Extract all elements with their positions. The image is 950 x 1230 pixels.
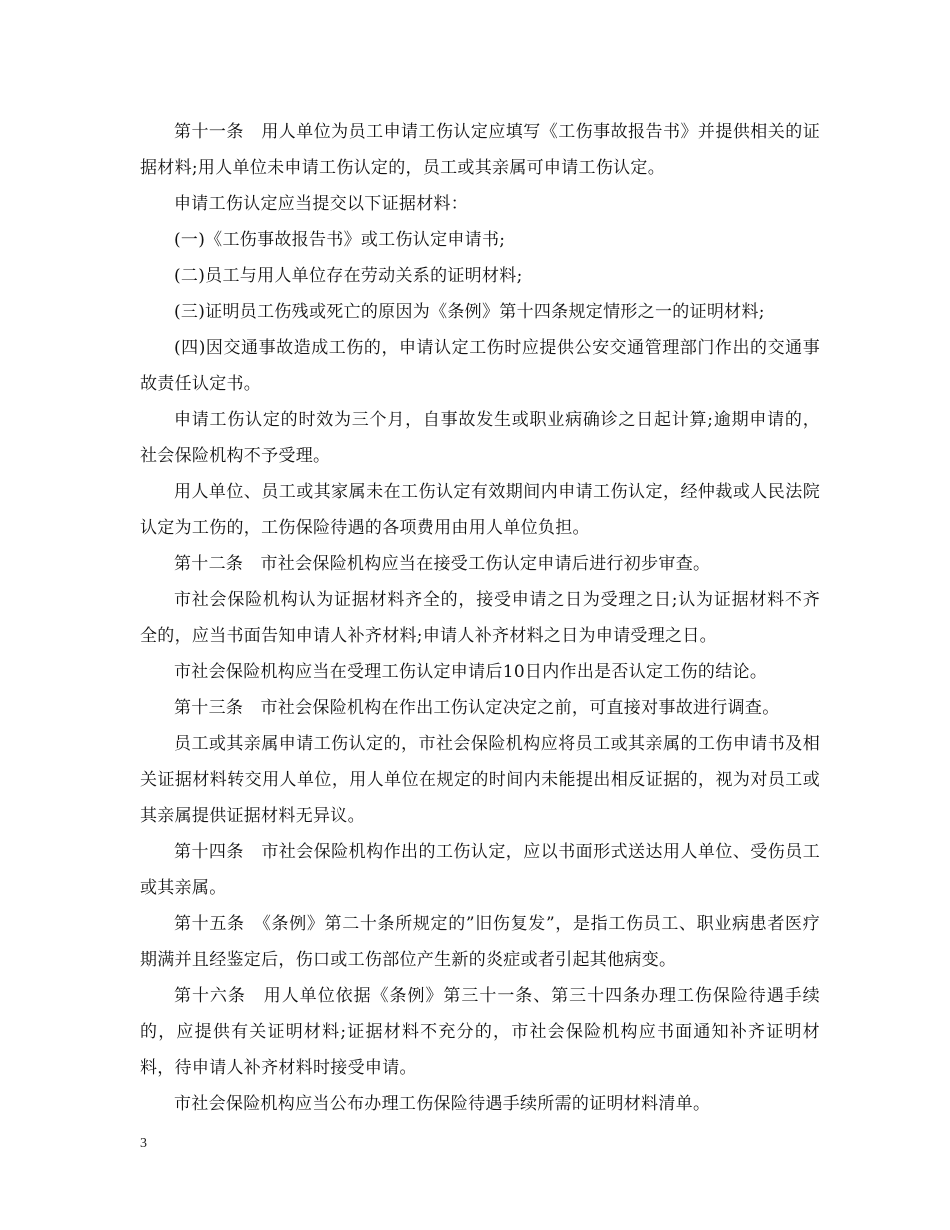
paragraph-item-1: (一)《工伤事故报告书》或工伤认定申请书; [174,230,506,250]
paragraph-transfer-evidence: 员工或其亲属申请工伤认定的，市社会保险机构应将员工或其亲属的工伤申请书及相关证据材料转交用人单位，用人单位在规定的时间内未能提出相反证据的，视为对员工或其亲属提供证据材料无异议。 [140,734,820,826]
document-body [140,114,820,1122]
paragraph-decision-deadline: 市社会保险机构应当在受理工伤认定申请后10日内作出是否认定工伤的结论。 [174,662,768,682]
paragraph-acceptance: 市社会保险机构认为证据材料齐全的，接受申请之日为受理之日;认为证据材料不齐全的，应当书面告知申请人补齐材料;申请人补齐材料之日为申请受理之日。 [140,590,820,646]
paragraph-publish-list: 市社会保险机构应当公布办理工伤保险待遇手续所需的证明材料清单。 [174,1094,711,1114]
paragraph-article-14: 第十四条 市社会保险机构作出的工伤认定，应以书面形式送达用人单位、受伤员工或其亲属。 [140,842,820,898]
paragraph-evidence-intro: 申请工伤认定应当提交以下证据材料： [174,194,469,214]
paragraph-employer-liability: 用人单位、员工或其家属未在工伤认定有效期间内申请工伤认定，经仲裁或人民法院认定为工伤的，工伤保险待遇的各项费用由用人单位负担。 [140,482,820,538]
paragraph-time-limit: 申请工伤认定的时效为三个月，自事故发生或职业病确诊之日起计算;逾期申请的，社会保险机构不予受理。 [140,410,820,466]
paragraph-article-13: 第十三条 市社会保险机构在作出工伤认定决定之前，可直接对事故进行调查。 [174,698,780,718]
paragraph-item-2: (二)员工与用人单位存在劳动关系的证明材料; [174,266,523,286]
page-number: 3 [140,1136,147,1151]
paragraph-article-16: 第十六条 用人单位依据《条例》第三十一条、第三十四条办理工伤保险待遇手续的，应提供有关证明材料;证据材料不充分的，市社会保险机构应书面通知补齐证明材料，待申请人补齐材料时接受申请。 [140,986,820,1078]
paragraph-item-4: (四)因交通事故造成工伤的，申请认定工伤时应提供公安交通管理部门作出的交通事故责任认定书。 [140,338,820,394]
paragraph-article-11: 第十一条 用人单位为员工申请工伤认定应填写《工伤事故报告书》并提供相关的证据材料;用人单位未申请工伤认定的，员工或其亲属可申请工伤认定。 [140,122,820,178]
paragraph-item-3: (三)证明员工伤残或死亡的原因为《条例》第十四条规定情形之一的证明材料; [174,302,765,322]
paragraph-article-15: 第十五条 《条例》第二十条所规定的”旧伤复发”，是指工伤员工、职业病患者医疗期满并且经鉴定后，伤口或工伤部位产生新的炎症或者引起其他病变。 [140,914,820,970]
paragraph-article-12: 第十二条 市社会保险机构应当在接受工伤认定申请后进行初步审查。 [174,554,711,574]
